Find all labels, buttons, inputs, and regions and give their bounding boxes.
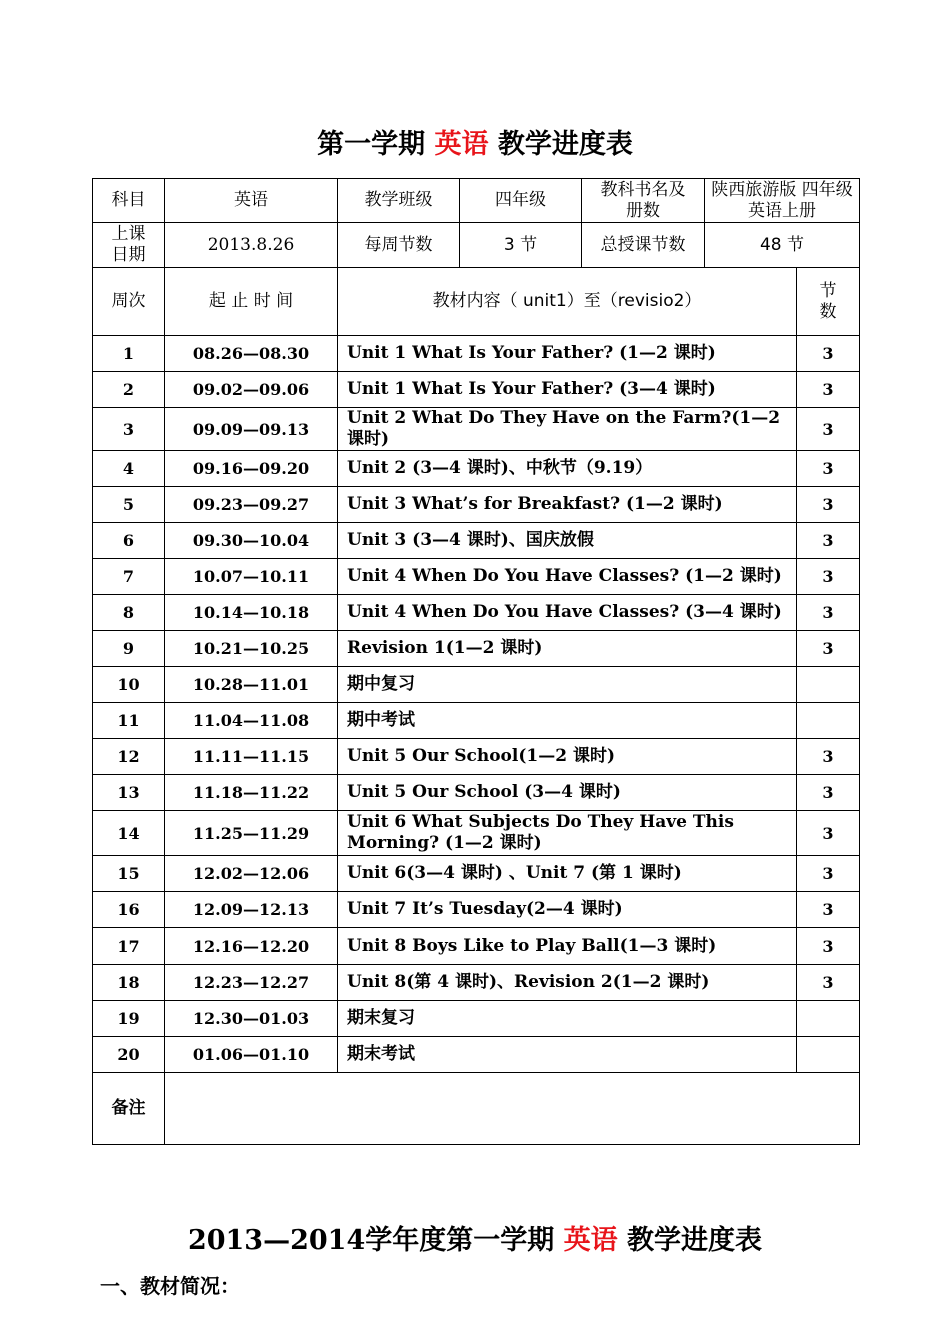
week-cell: 9	[93, 631, 165, 667]
content-cell: Unit 6 What Subjects Do They Have This Morning? (1—2 课时)	[338, 811, 797, 856]
week-cell: 10	[93, 667, 165, 703]
total-value: 48 节	[705, 223, 860, 268]
dates-cell: 09.02—09.06	[165, 372, 338, 408]
table-row	[93, 595, 860, 631]
count-cell: 3	[797, 631, 860, 667]
dates-cell: 11.04—11.08	[165, 703, 338, 739]
dates-cell: 11.11—11.15	[165, 739, 338, 775]
content-cell: Unit 2 (3—4 课时)、中秋节（9.19）	[338, 451, 797, 487]
remarks-label: 备注	[93, 1073, 165, 1145]
dates-cell: 10.07—10.11	[165, 559, 338, 595]
table-row	[93, 631, 860, 667]
week-cell: 7	[93, 559, 165, 595]
count-cell: 3	[797, 336, 860, 372]
week-cell: 8	[93, 595, 165, 631]
content-cell: Unit 5 Our School(1—2 课时)	[338, 739, 797, 775]
subject-highlight-2: 英语	[563, 1225, 618, 1256]
start-date-value: 2013.8.26	[165, 223, 338, 268]
dates-cell: 09.23—09.27	[165, 487, 338, 523]
week-cell: 20	[93, 1037, 165, 1073]
table-row	[93, 1037, 860, 1073]
count-cell: 3	[797, 408, 860, 451]
week-cell: 5	[93, 487, 165, 523]
schedule-title-2: 2013—2014学年度第一学期 英语 教学进度表	[187, 1225, 763, 1256]
subject-highlight: 英语	[434, 129, 489, 160]
subject-label: 科目	[93, 179, 165, 223]
dates-cell: 11.25—11.29	[165, 811, 338, 856]
week-cell: 6	[93, 523, 165, 559]
content-cell: Unit 7 It’s Tuesday(2—4 课时)	[338, 892, 797, 928]
content-cell: Unit 6(3—4 课时) 、Unit 7 (第 1 课时)	[338, 856, 797, 892]
week-cell: 19	[93, 1001, 165, 1037]
count-cell: 3	[797, 595, 860, 631]
week-cell: 16	[93, 892, 165, 928]
week-cell: 15	[93, 856, 165, 892]
week-cell: 4	[93, 451, 165, 487]
dates-cell: 11.18—11.22	[165, 775, 338, 811]
dates-cell: 09.09—09.13	[165, 408, 338, 451]
count-cell: 3	[797, 523, 860, 559]
dates-cell: 09.16—09.20	[165, 451, 338, 487]
table-row	[93, 892, 860, 928]
book-value: 陕西旅游版 四年级英语上册	[705, 179, 860, 223]
week-cell: 14	[93, 811, 165, 856]
week-cell: 17	[93, 928, 165, 965]
count-label: 节数	[797, 268, 860, 336]
table-row	[93, 811, 860, 856]
header-row-1	[93, 179, 860, 223]
count-cell: 3	[797, 892, 860, 928]
count-cell: 3	[797, 965, 860, 1001]
table-row	[93, 451, 860, 487]
schedule-table	[92, 178, 860, 1145]
section-heading: 一、教材简况：	[100, 1274, 240, 1298]
book-label: 教科书名及册数	[582, 179, 705, 223]
dates-cell: 01.06—01.10	[165, 1037, 338, 1073]
table-row	[93, 1001, 860, 1037]
weekly-label: 每周节数	[338, 223, 460, 268]
content-cell: Unit 1 What Is Your Father? (3—4 课时)	[338, 372, 797, 408]
count-cell: 3	[797, 775, 860, 811]
content-cell: 期中复习	[338, 667, 797, 703]
remarks-value	[165, 1073, 860, 1145]
dates-cell: 08.26—08.30	[165, 336, 338, 372]
class-value: 四年级	[460, 179, 582, 223]
content-cell: Unit 4 When Do You Have Classes? (3—4 课时)	[338, 595, 797, 631]
count-cell: 3	[797, 856, 860, 892]
table-row	[93, 739, 860, 775]
dates-cell: 10.21—10.25	[165, 631, 338, 667]
table-row	[93, 559, 860, 595]
count-cell	[797, 1037, 860, 1073]
content-cell: Unit 3 What’s for Breakfast? (1—2 课时)	[338, 487, 797, 523]
count-cell	[797, 703, 860, 739]
dates-cell: 10.28—11.01	[165, 667, 338, 703]
table-row	[93, 523, 860, 559]
week-cell: 18	[93, 965, 165, 1001]
count-cell	[797, 667, 860, 703]
dates-cell: 12.16—12.20	[165, 928, 338, 965]
count-cell: 3	[797, 811, 860, 856]
dates-cell: 12.09—12.13	[165, 892, 338, 928]
content-cell: Unit 3 (3—4 课时)、国庆放假	[338, 523, 797, 559]
week-cell: 1	[93, 336, 165, 372]
content-cell: 期末考试	[338, 1037, 797, 1073]
count-cell: 3	[797, 559, 860, 595]
week-cell: 11	[93, 703, 165, 739]
week-label: 周次	[93, 268, 165, 336]
remarks-row	[93, 1073, 860, 1145]
header-row-3	[93, 268, 860, 336]
table-row	[93, 336, 860, 372]
week-cell: 3	[93, 408, 165, 451]
count-cell: 3	[797, 487, 860, 523]
table-row	[93, 928, 860, 965]
content-cell: Unit 2 What Do They Have on the Farm?(1—2 课时)	[338, 408, 797, 451]
table-row	[93, 856, 860, 892]
content-cell: Unit 1 What Is Your Father? (1—2 课时)	[338, 336, 797, 372]
content-cell: 期末复习	[338, 1001, 797, 1037]
week-cell: 12	[93, 739, 165, 775]
count-cell	[797, 1001, 860, 1037]
subject-value: 英语	[165, 179, 338, 223]
start-date-label: 上课日期	[93, 223, 165, 268]
table-row	[93, 775, 860, 811]
week-cell: 2	[93, 372, 165, 408]
dates-cell: 12.30—01.03	[165, 1001, 338, 1037]
week-cell: 13	[93, 775, 165, 811]
content-cell: Revision 1(1—2 课时)	[338, 631, 797, 667]
content-cell: Unit 8(第 4 课时)、Revision 2(1—2 课时)	[338, 965, 797, 1001]
dates-cell: 12.23—12.27	[165, 965, 338, 1001]
total-label: 总授课节数	[582, 223, 705, 268]
weekly-value: 3 节	[460, 223, 582, 268]
content-cell: Unit 8 Boys Like to Play Ball(1—3 课时)	[338, 928, 797, 965]
count-cell: 3	[797, 372, 860, 408]
count-cell: 3	[797, 451, 860, 487]
count-cell: 3	[797, 739, 860, 775]
table-row	[93, 703, 860, 739]
content-cell: Unit 4 When Do You Have Classes? (1—2 课时)	[338, 559, 797, 595]
dates-cell: 12.02—12.06	[165, 856, 338, 892]
table-row	[93, 667, 860, 703]
content-cell: Unit 5 Our School (3—4 课时)	[338, 775, 797, 811]
table-row	[93, 965, 860, 1001]
content-cell: 期中考试	[338, 703, 797, 739]
dates-cell: 10.14—10.18	[165, 595, 338, 631]
header-row-2	[93, 223, 860, 268]
table-row	[93, 372, 860, 408]
schedule-title: 第一学期 英语 教学进度表	[317, 129, 633, 160]
dates-cell: 09.30—10.04	[165, 523, 338, 559]
dates-label: 起 止 时 间	[165, 268, 338, 336]
table-row	[93, 408, 860, 451]
content-label: 教材内容（ unit1）至（revisio2）	[338, 268, 797, 336]
count-cell: 3	[797, 928, 860, 965]
class-label: 教学班级	[338, 179, 460, 223]
table-row	[93, 487, 860, 523]
